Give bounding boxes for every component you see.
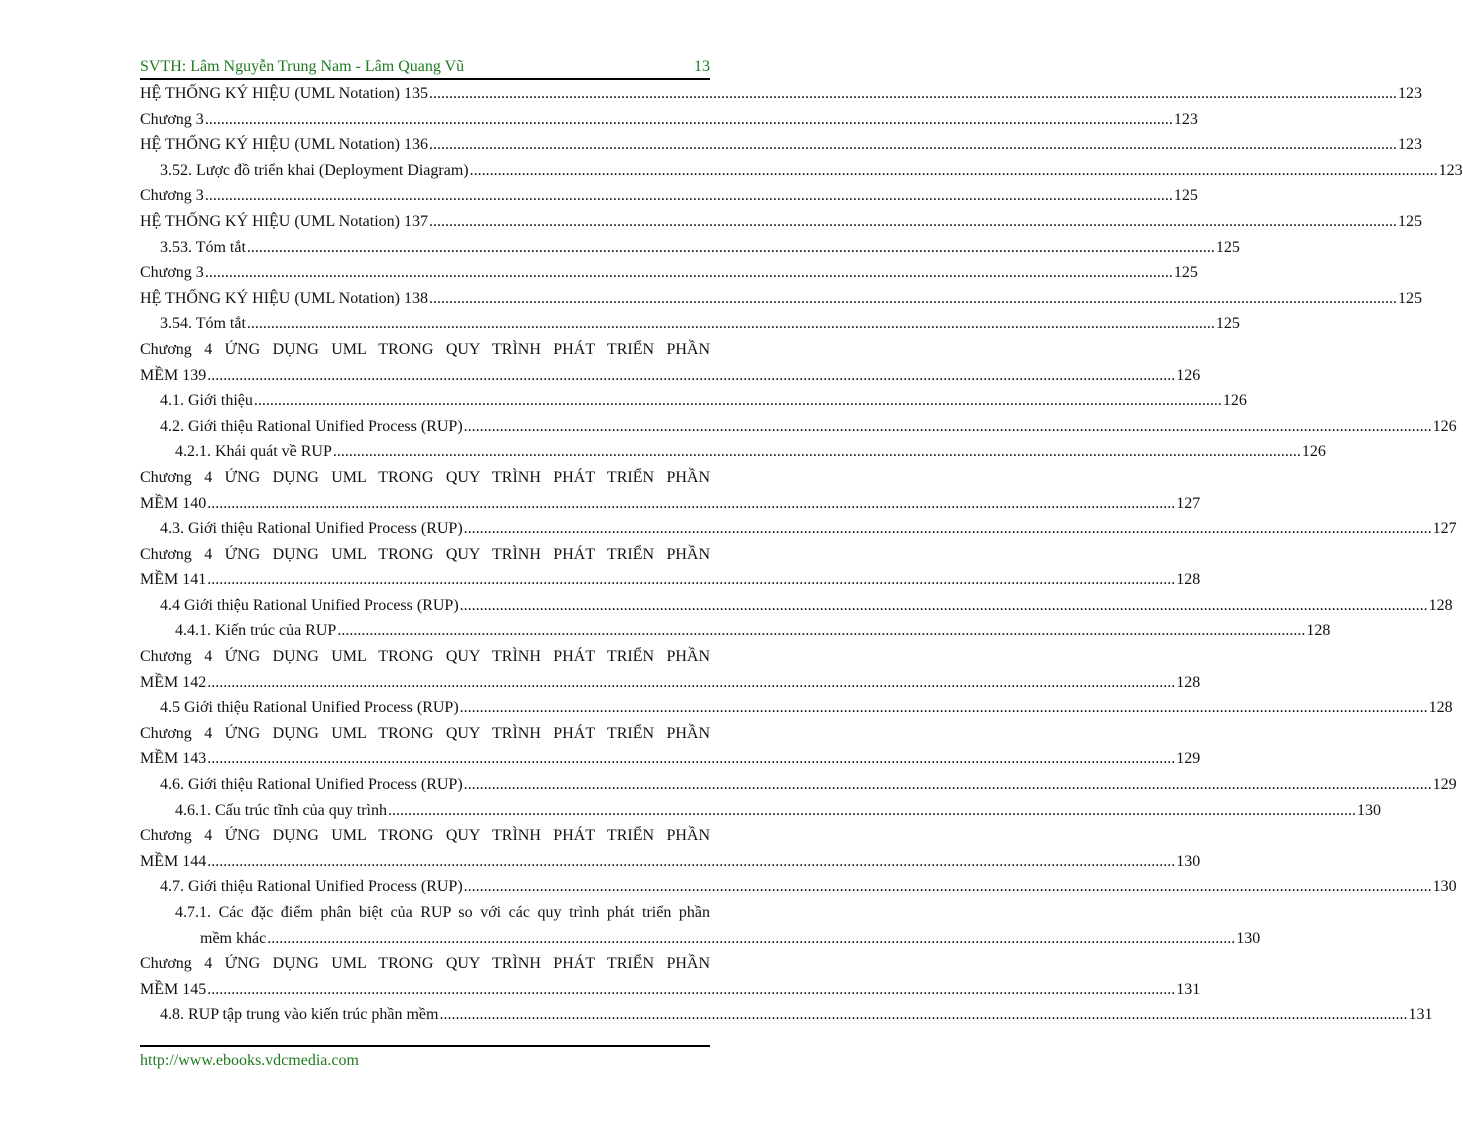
toc-page-number: 126 [1301,443,1326,461]
toc-entry[interactable] [140,337,1201,388]
toc-dot-leader [267,926,1235,952]
toc-page-number: 128 [1176,571,1201,589]
toc-entry[interactable] [140,132,1422,158]
toc-entry-title: 4.3. Giới thiệu Rational Unified Process (RUP) [160,520,463,538]
toc-dot-leader [470,158,1438,184]
toc-dot-leader [207,491,1175,517]
toc-entry[interactable] [140,235,1240,261]
toc-entry-title: 4.2. Giới thiệu Rational Unified Process (RUP) [160,417,463,435]
toc-entry-title: 3.54. Tóm tắt [160,315,246,333]
toc-dot-leader [207,849,1175,875]
toc-entry-title-continued: MỀM 145 [140,980,207,998]
toc-entry-title: 4.7. Giới thiệu Rational Unified Process (RUP) [160,878,463,896]
toc-page-number: 128 [1306,622,1331,640]
page-header [140,54,710,76]
toc-page-number: 130 [1176,852,1201,870]
toc-entry[interactable] [140,593,1453,619]
toc-entry-title: Chương 4 ỨNG DỤNG UML TRONG QUY TRÌNH PHÁT TRIỂN PHẦN [140,648,710,666]
toc-entry[interactable] [140,695,1453,721]
footer-divider [140,1045,710,1047]
toc-entry[interactable] [140,311,1240,337]
toc-dot-leader [388,798,1356,824]
toc-entry[interactable] [140,209,1422,235]
toc-dot-leader [207,363,1175,389]
toc-entry-title: HỆ THỐNG KÝ HIỆU (UML Notation) 138 [140,289,428,307]
toc-page-number: 128 [1428,596,1453,614]
toc-entry[interactable] [140,951,1201,1002]
toc-entry-title: Chương 4 ỨNG DỤNG UML TRONG QUY TRÌNH PHÁT TRIỂN PHẦN [140,468,710,486]
toc-entry-title: Chương 4 ỨNG DỤNG UML TRONG QUY TRÌNH PHÁT TRIỂN PHẦN [140,724,710,742]
toc-entry[interactable] [140,644,1201,695]
toc-entry-title: Chương 4 ỨNG DỤNG UML TRONG QUY TRÌNH PHÁT TRIỂN PHẦN [140,545,710,563]
toc-dot-leader [464,772,1432,798]
toc-entry[interactable] [140,618,1331,644]
toc-page-number: 123 [1173,110,1198,128]
toc-page-number: 128 [1428,699,1453,717]
toc-entry-title: HỆ THỐNG KÝ HIỆU (UML Notation) 136 [140,136,428,154]
toc-dot-leader [247,235,1215,261]
toc-entry[interactable] [140,81,1422,107]
toc-entry-title: Chương 4 ỨNG DỤNG UML TRONG QUY TRÌNH PHÁT TRIỂN PHẦN [140,955,710,973]
toc-dot-leader [205,107,1173,133]
toc-page-number: 123 [1397,85,1422,102]
toc-entry-title: Chương 3 [140,187,204,205]
toc-entry[interactable] [140,158,1463,184]
toc-dot-leader [205,183,1173,209]
toc-page-number: 125 [1397,212,1422,230]
toc-entry[interactable] [140,721,1201,772]
toc-page-number: 125 [1215,238,1240,256]
toc-page-number: 123 [1397,136,1422,154]
toc-entry[interactable] [140,286,1422,312]
toc-dot-leader [207,670,1175,696]
toc-page-number: 129 [1176,750,1201,768]
toc-page-number: 126 [1222,392,1247,410]
toc-page-number: 130 [1236,929,1261,947]
toc-entry-title: 4.2.1. Khái quát về RUP [175,443,332,461]
toc-dot-leader [429,132,1397,158]
toc-dot-leader [247,311,1215,337]
toc-entry-title: 4.6. Giới thiệu Rational Unified Process (RUP) [160,776,463,794]
toc-dot-leader [429,286,1397,312]
toc-page-number: 126 [1176,366,1201,384]
toc-dot-leader [254,388,1222,414]
toc-entry[interactable] [140,388,1247,414]
toc-entry-title: 4.8. RUP tập trung vào kiến trúc phần mềm [160,1006,439,1024]
toc-entry-title: Chương 4 ỨNG DỤNG UML TRONG QUY TRÌNH PHÁT TRIỂN PHẦN [140,340,710,358]
toc-entry-title-continued: MỀM 141 [140,571,207,589]
toc-page-number: 129 [1432,776,1457,794]
toc-entry[interactable] [140,542,1201,593]
toc-entry-title: 4.1. Giới thiệu [160,392,253,410]
table-of-contents [140,81,1463,1028]
toc-dot-leader [464,516,1432,542]
toc-page-number: 123 [1438,161,1463,179]
toc-entry-title: HỆ THỐNG KÝ HIỆU (UML Notation) 135 [140,85,428,102]
toc-dot-leader [207,977,1175,1003]
toc-dot-leader [429,209,1397,235]
toc-entry[interactable] [140,414,1457,440]
header-divider [140,78,710,80]
toc-page-number: 128 [1176,673,1201,691]
toc-page-number: 127 [1432,520,1457,538]
toc-entry[interactable] [140,772,1457,798]
toc-entry-title: Chương 3 [140,110,204,128]
toc-page-number: 131 [1408,1006,1433,1024]
toc-entry-title: Chương 3 [140,264,204,282]
toc-page-number: 125 [1397,289,1422,307]
toc-entry-title-continued: MỀM 139 [140,366,207,384]
toc-entry-title-continued: MỀM 140 [140,494,207,512]
header-page-number: 13 [694,58,710,75]
toc-entry-title: 4.7.1. Các đặc điểm phân biệt của RUP so với các quy trình phát triển phần [175,904,710,921]
toc-page-number: 125 [1173,187,1198,205]
toc-entry[interactable] [140,183,1198,209]
toc-dot-leader [207,746,1175,772]
toc-dot-leader [337,618,1305,644]
toc-entry[interactable] [140,260,1198,286]
toc-entry[interactable] [140,900,1261,951]
toc-entry[interactable] [140,1002,1433,1028]
toc-dot-leader [460,695,1428,721]
footer-url[interactable]: http://www.ebooks.vdcmedia.com [140,1052,359,1069]
toc-page-number: 125 [1173,264,1198,282]
toc-entry[interactable] [140,874,1457,900]
toc-entry-title-continued: mềm khác [200,929,267,947]
toc-entry-title: 4.6.1. Cấu trúc tĩnh của quy trình [175,801,387,819]
toc-page-number: 130 [1432,878,1457,896]
toc-entry-title: 3.53. Tóm tắt [160,238,246,256]
toc-entry[interactable] [140,516,1457,542]
toc-entry-title: HỆ THỐNG KÝ HIỆU (UML Notation) 137 [140,212,428,230]
toc-entry[interactable] [140,823,1201,874]
toc-entry[interactable] [140,798,1381,824]
toc-page-number: 130 [1356,801,1381,819]
toc-entry[interactable] [140,107,1198,133]
toc-dot-leader [464,414,1432,440]
toc-entry-title: 4.4.1. Kiến trúc của RUP [175,622,337,640]
toc-page-number: 126 [1432,417,1457,435]
toc-entry[interactable] [140,465,1201,516]
page-footer [140,1052,359,1070]
toc-entry-title: 4.4 Giới thiệu Rational Unified Process (RUP) [160,596,459,614]
toc-entry[interactable] [140,439,1326,465]
toc-dot-leader [207,567,1175,593]
toc-dot-leader [439,1002,1407,1028]
toc-entry-title: 4.5 Giới thiệu Rational Unified Process (RUP) [160,699,459,717]
toc-entry-title: 3.52. Lược đồ triển khai (Deployment Diagram) [160,161,469,179]
toc-entry-title: Chương 4 ỨNG DỤNG UML TRONG QUY TRÌNH PHÁT TRIỂN PHẦN [140,827,710,845]
toc-page-number: 125 [1215,315,1240,333]
toc-dot-leader [333,439,1301,465]
toc-dot-leader [205,260,1173,286]
toc-entry-title-continued: MỀM 143 [140,750,207,768]
toc-page-number: 131 [1176,980,1201,998]
toc-entry-title-continued: MỀM 142 [140,673,207,691]
header-authors: SVTH: Lâm Nguyễn Trung Nam - Lâm Quang Vũ [140,58,465,75]
toc-dot-leader [464,874,1432,900]
toc-entry-title-continued: MỀM 144 [140,852,207,870]
toc-page-number: 127 [1176,494,1201,512]
toc-dot-leader [429,81,1397,107]
toc-dot-leader [460,593,1428,619]
